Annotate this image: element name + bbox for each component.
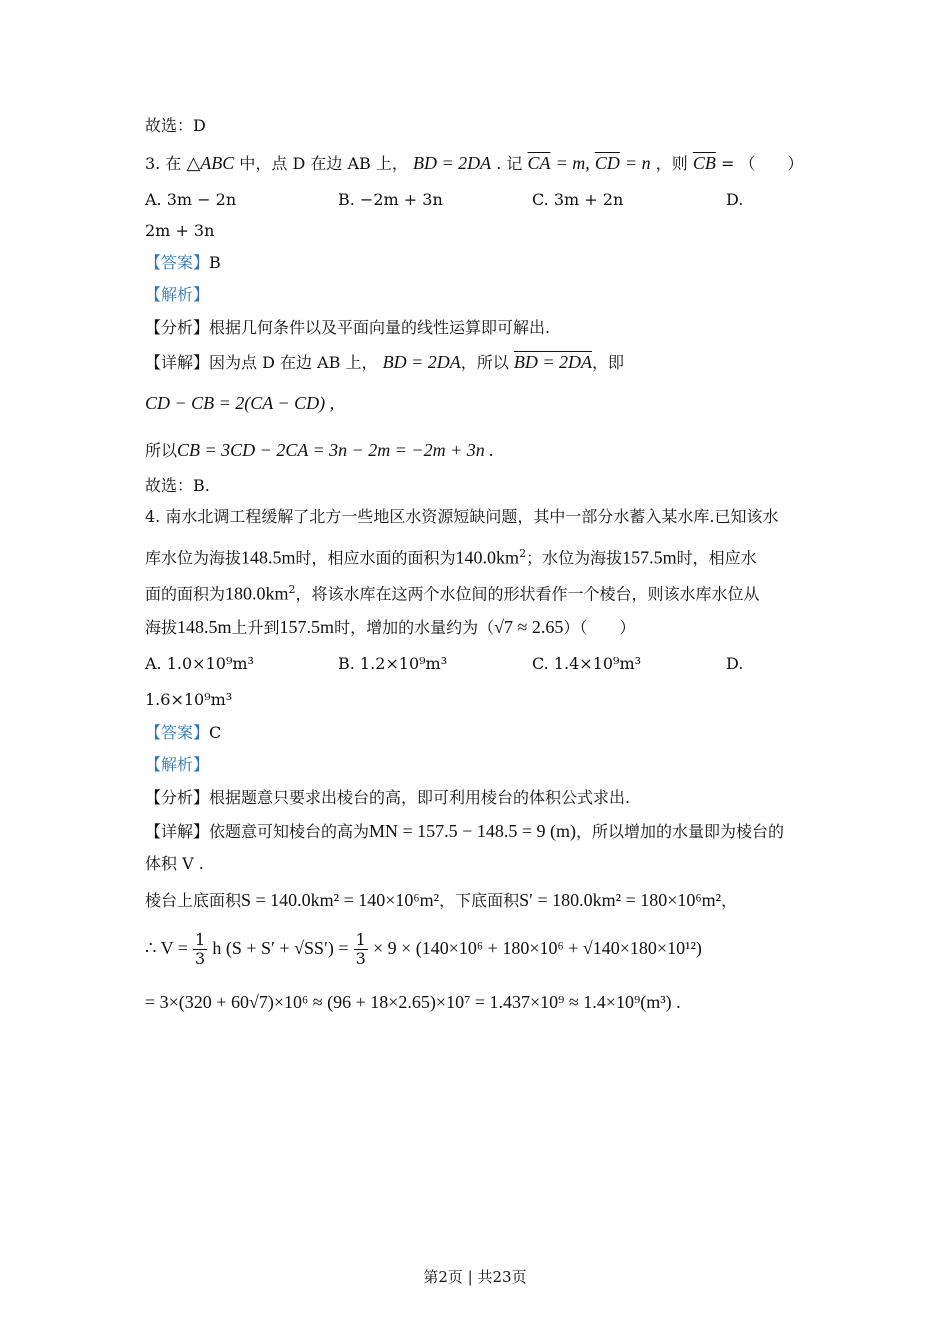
math: CB = 3CD − 2CA = 3n − 2m = −2m + 3n . <box>177 440 494 460</box>
text: ，则 <box>655 154 688 173</box>
text: 上升到 <box>231 618 280 637</box>
text: 时，增加的水量约为（ <box>334 618 495 637</box>
fraction <box>354 931 368 968</box>
analysis-label: 【解析】 <box>145 285 210 304</box>
area-line <box>145 886 737 915</box>
xiangjie-line <box>145 817 784 846</box>
text: ，所以 <box>460 353 509 372</box>
value: 180.0km <box>225 583 289 604</box>
text: 所以 <box>145 441 178 460</box>
answer-line <box>145 249 221 277</box>
value: 157.5m <box>279 617 335 637</box>
math: △ABC <box>186 153 235 173</box>
option-d-value: 1.6×10⁹m³ <box>145 690 233 709</box>
result-line: = 3×(320 + 60√7)×10⁶ ≈ (96 + 18×2.65)×10⁷ = 1.437×10⁹ ≈ 1.4×10⁹(m³) . <box>145 992 681 1012</box>
page-footer: 第2页 | 共23页 <box>423 1268 527 1286</box>
answer-label: 【答案】 <box>145 253 210 272</box>
text: 时，相应水面的面积为 <box>295 548 456 568</box>
denominator: 3 <box>195 949 206 968</box>
xiangjie-label: 【详解】 <box>145 822 210 841</box>
xiangjie-label: 【详解】 <box>145 353 210 372</box>
text: ；水位为海拔 <box>526 548 623 568</box>
math: = m, <box>555 153 590 173</box>
text: 因为点 D 在边 AB 上， <box>209 353 378 372</box>
result-line <box>145 436 494 465</box>
math: = n <box>624 153 651 173</box>
xiangjie-line-2: 体积 V . <box>145 854 204 873</box>
text: 依题意可知棱台的高为 <box>209 822 370 841</box>
value: 148.5m <box>241 547 296 568</box>
fenxi-label: 【分析】 <box>145 788 210 807</box>
vector: $\overline{CB}$ <box>692 153 716 173</box>
math: ∴ V = <box>145 938 188 958</box>
option-d: D. <box>726 654 744 673</box>
question-4-line-3: 面的面积为$180.0km^2$，将该水库在这两个水位间的形状看作一个棱台，则该水库水位从 <box>145 583 760 604</box>
option-a: A. 1.0×10⁹m³ <box>145 654 254 673</box>
text: ，即 <box>592 353 625 372</box>
math: × 9 × (140×10⁶ + 180×10⁶ + √140×180×10¹²) <box>372 938 702 958</box>
answer-label: 【答案】 <box>145 723 210 742</box>
text: 中，点 D 在边 AB 上， <box>239 154 408 173</box>
math: BD = 2DA <box>412 153 492 173</box>
question-4-line-2: 库水位为海拔148.5m时，相应水面的面积为$140.0km^2$；水位为海拔157.5m时，相应水 <box>145 547 757 568</box>
text: 根据题意只要求出棱台的高，即可利用棱台的体积公式求出. <box>209 788 631 807</box>
text: 库水位为海拔 <box>145 548 242 568</box>
option-b: B. −2m + 3n <box>338 190 443 209</box>
text: ， <box>721 891 738 910</box>
question-3-stem <box>145 149 803 178</box>
option-a: A. 3m − 2n <box>145 190 237 209</box>
value: 157.5m <box>622 547 677 568</box>
question-4-line-4 <box>145 613 635 642</box>
math: S′ = 180.0km² = 180×10⁶m² <box>519 890 722 910</box>
final-line: 故选：B. <box>145 476 210 495</box>
text-line: 故选：D <box>145 116 206 135</box>
math: MN = 157.5 − 148.5 = 9 (m) <box>369 821 576 841</box>
answer-value: B <box>209 253 221 272</box>
denominator: 3 <box>355 949 366 968</box>
numerator: 1 <box>195 930 206 949</box>
question-4-line-1: 4. 南水北调工程缓解了北方一些地区水资源短缺问题，其中一部分水蓄入某水库.已知该水 <box>145 507 779 526</box>
math: h (S + S′ + √SS′) = <box>212 938 349 958</box>
text: ）（ ） <box>563 618 636 637</box>
text: . 记 <box>496 154 523 173</box>
text: 面的面积为 <box>145 584 226 604</box>
vector: $\overline{CD}$ <box>594 153 620 173</box>
text: ，所以增加的水量即为棱台的 <box>575 822 784 841</box>
fenxi-line <box>145 784 630 812</box>
option-d-value: 2m + 3n <box>145 221 215 240</box>
fenxi-line <box>145 314 550 342</box>
analysis-label: 【解析】 <box>145 755 210 774</box>
volume-formula-line <box>145 926 702 971</box>
equation-line: CD − CB = 2(CA − CD) , <box>145 393 335 413</box>
vector: $\overline{CA}$ <box>527 153 551 173</box>
numerator: 1 <box>355 930 366 949</box>
text: 棱台上底面积 <box>145 891 242 910</box>
text: ，将该水库在这两个水位间的形状看作一个棱台，则该水库水位从 <box>295 584 760 604</box>
value: 140.0km <box>455 547 520 568</box>
option-c: C. 1.4×10⁹m³ <box>532 654 642 673</box>
xiangjie-line <box>145 348 624 377</box>
option-d: D. <box>726 190 744 209</box>
math: S = 140.0km² = 140×10⁶m² <box>241 890 440 910</box>
math: BD = 2DA <box>382 352 461 372</box>
text: 时，相应水 <box>676 548 757 568</box>
text: ，下底面积 <box>439 891 520 910</box>
fenxi-label: 【分析】 <box>145 318 210 337</box>
math: BD = 2DA <box>513 352 592 372</box>
fraction <box>193 931 207 968</box>
text: 海拔 <box>145 618 178 637</box>
option-c: C. 3m + 2n <box>532 190 624 209</box>
option-b: B. 1.2×10⁹m³ <box>338 654 448 673</box>
text: = （ ） <box>720 154 804 173</box>
text: 根据几何条件以及平面向量的线性运算即可解出. <box>209 318 551 337</box>
answer-line <box>145 719 221 747</box>
text: 3. 在 <box>145 154 182 173</box>
answer-value: C <box>209 723 222 742</box>
value: 148.5m <box>177 617 232 637</box>
math: √7 ≈ 2.65 <box>494 617 564 637</box>
